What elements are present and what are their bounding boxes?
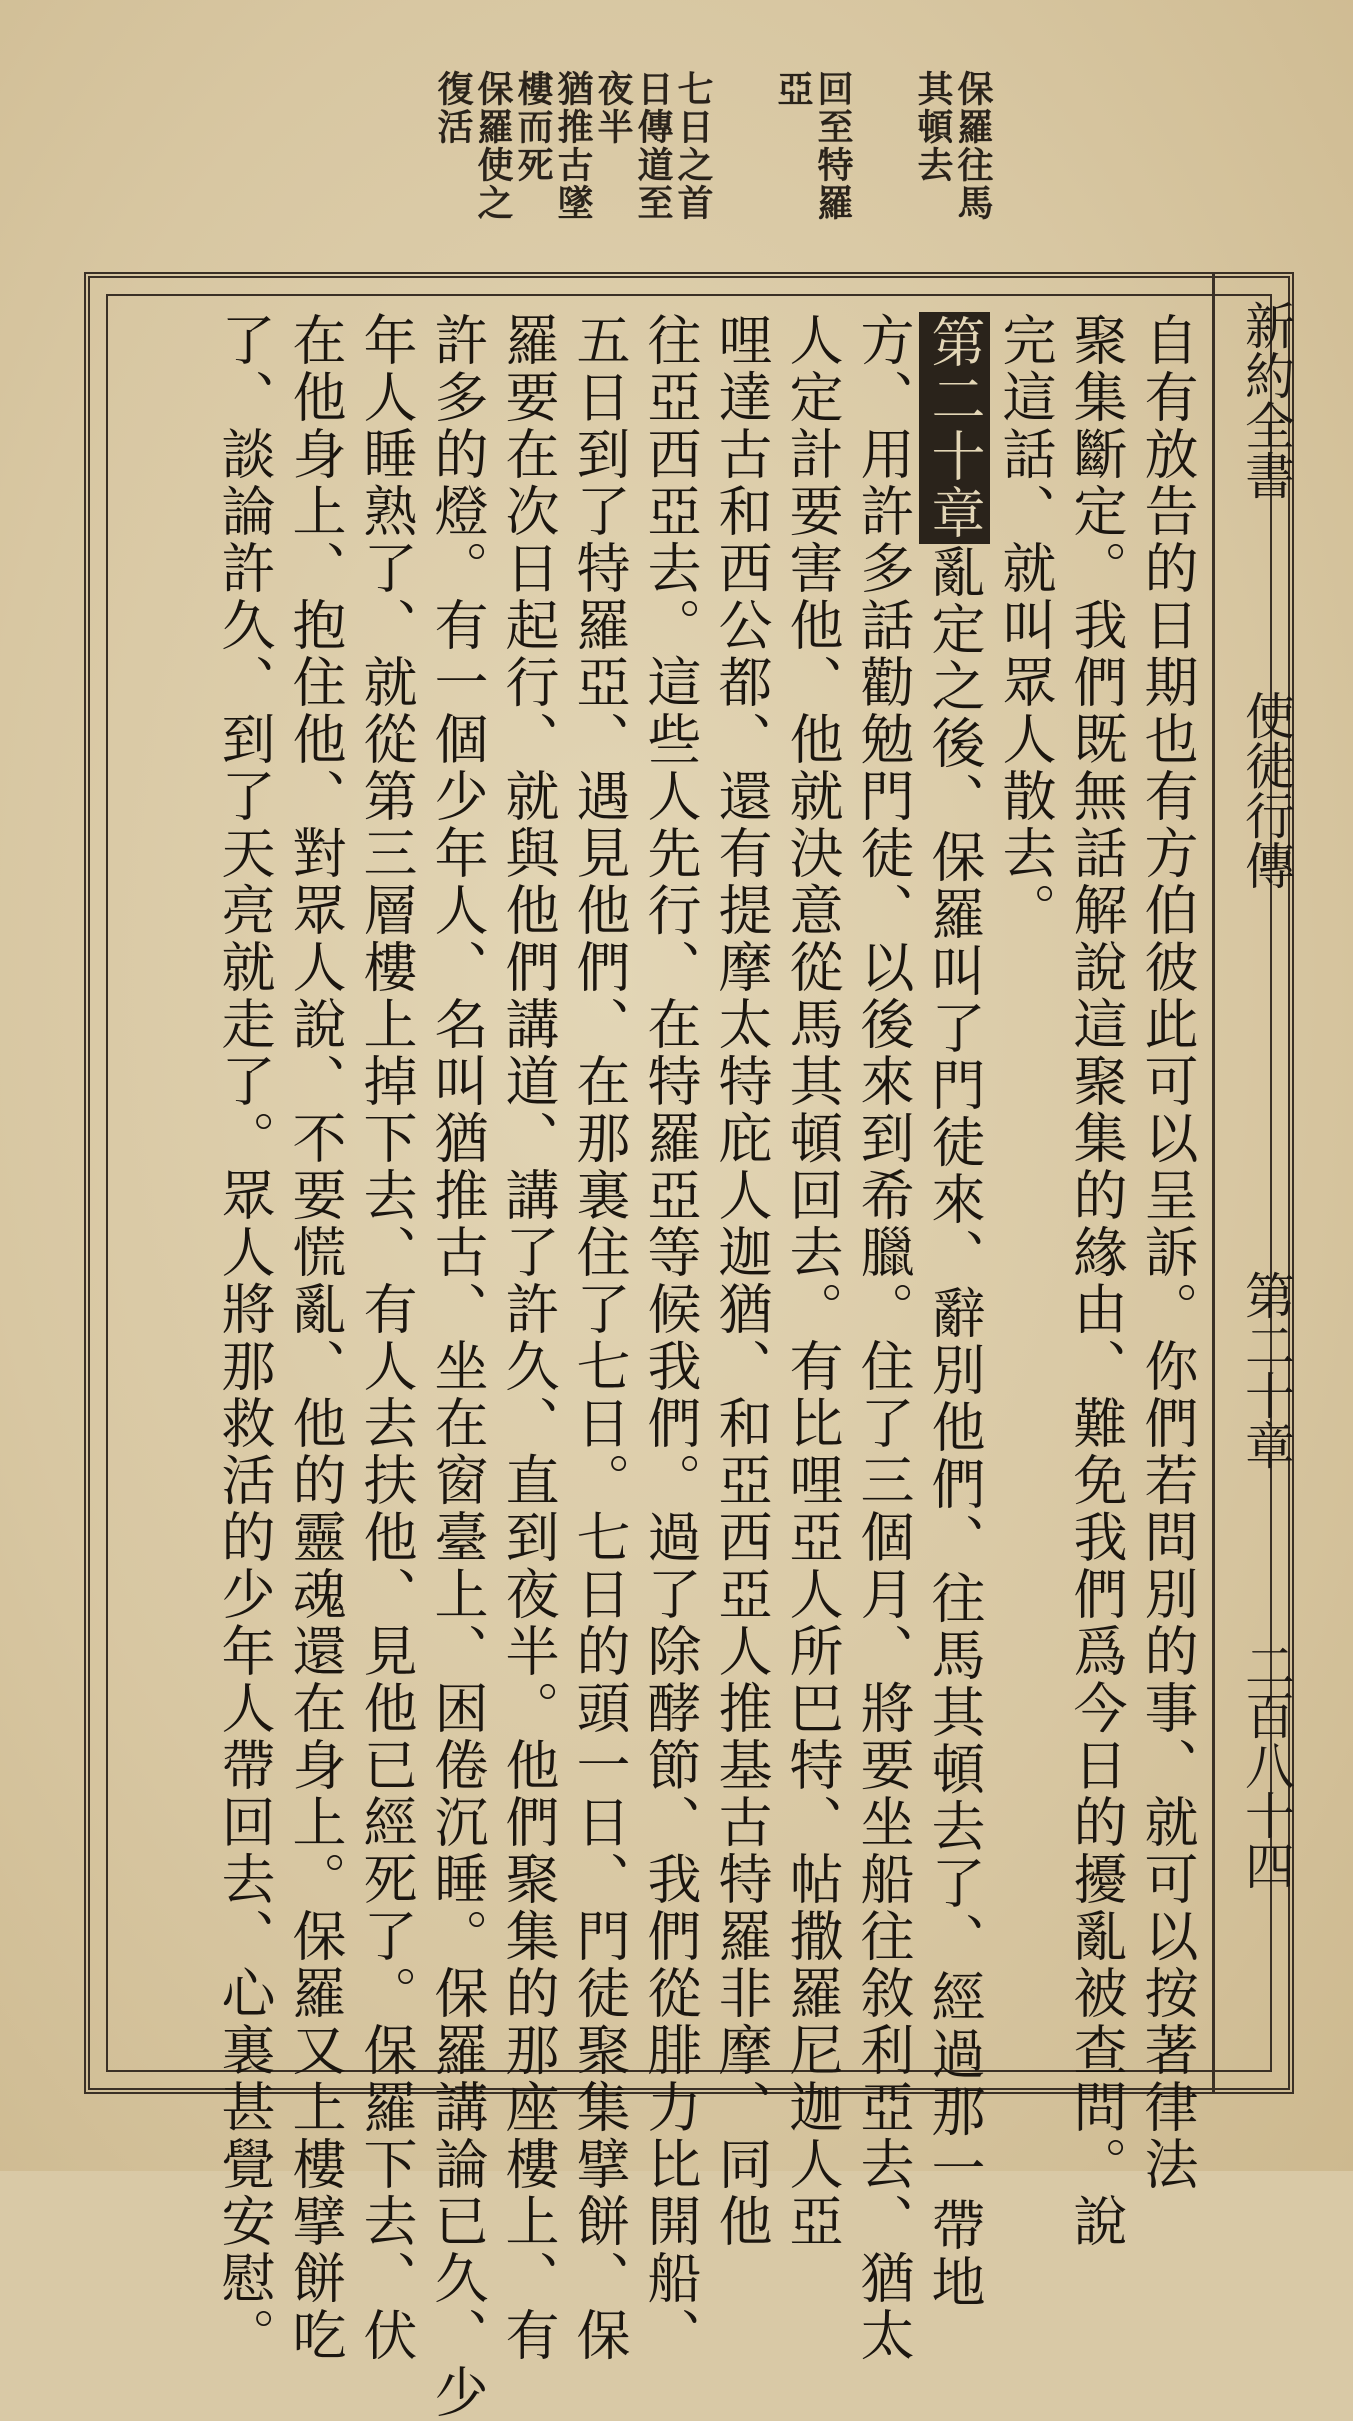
margin-notes — [433, 70, 993, 280]
text-column: 完這話、就叫眾人散去。 — [994, 312, 1057, 939]
chapter-title: 第二十章 — [1237, 1270, 1295, 1470]
text-column: 在他身上、抱住他、對眾人說、不要慌亂、他的靈魂還在身上。保羅又上樓擘餅吃 — [284, 312, 347, 2364]
margin-note-2: 回至特羅 亞 — [772, 70, 854, 222]
text-column: 方、用許多話勸勉門徒、以後來到希臘。住了三個月、將要坐船往敘利亞去、猶太 — [852, 312, 915, 2364]
text-column: 自有放告的日期也有方伯彼此可以呈訴。你們若問別的事、就可以按著律法 — [1136, 312, 1199, 2193]
text-column: 聚集斷定。我們既無話解說這聚集的緣由、難免我們爲今日的擾亂被查問。說 — [1065, 312, 1128, 2250]
book-title: 新約全書 — [1237, 300, 1295, 500]
text-column: 五日到了特羅亞、遇見他們、在那裏住了七日。七日的頭一日、門徒聚集擘餅、保 — [568, 312, 631, 2364]
text-column: 年人睡熟了、就從第三層樓上掉下去、有人去扶他、見他已經死了。保羅下去、伏 — [355, 312, 418, 2364]
margin-note-3: 七日之首 日傳道至 夜半 猶推古墜 樓而死 保羅使之 復活 — [432, 70, 714, 222]
body-text — [209, 312, 1203, 2421]
text-column: 了、談論許久、到了天亮就走了。眾人將那救活的少年人帶回去、心裏甚覺安慰。 — [213, 312, 276, 2364]
header-divider — [1212, 272, 1215, 2094]
text-column: 羅要在次日起行、就與他們講道、講了許久、直到夜半。他們聚集的那座樓上、有 — [497, 312, 560, 2364]
margin-note-1: 保羅往馬 其頓去 — [912, 70, 994, 222]
text-column: 第二十章亂定之後、保羅叫了門徒來、辭別他們、往馬其頓去了、經過那一帶地 — [919, 312, 990, 2072]
text-column: 往亞西亞去。這些人先行、在特羅亞等候我們。過了除酵節、我們從腓力比開船、 — [639, 312, 702, 2364]
section-title: 使徒行傳 — [1237, 690, 1295, 890]
text-column: 哩達古和西公都、還有提摩太特庇人迦猶、和亞西亞人推基古特羅非摩、同他 — [710, 312, 773, 2250]
page-number: 二百八十四 — [1237, 1640, 1295, 1890]
text-column: 許多的燈。有一個少年人、名叫猶推古、坐在窗臺上、困倦沉睡。保羅講論已久、少 — [426, 312, 489, 2421]
chapter-heading-mark: 第二十章 — [919, 312, 990, 544]
text-column: 人定計要害他、他就決意從馬其頓回去。有比哩亞人所巴特、帖撒羅尼迦人亞 — [781, 312, 844, 2250]
